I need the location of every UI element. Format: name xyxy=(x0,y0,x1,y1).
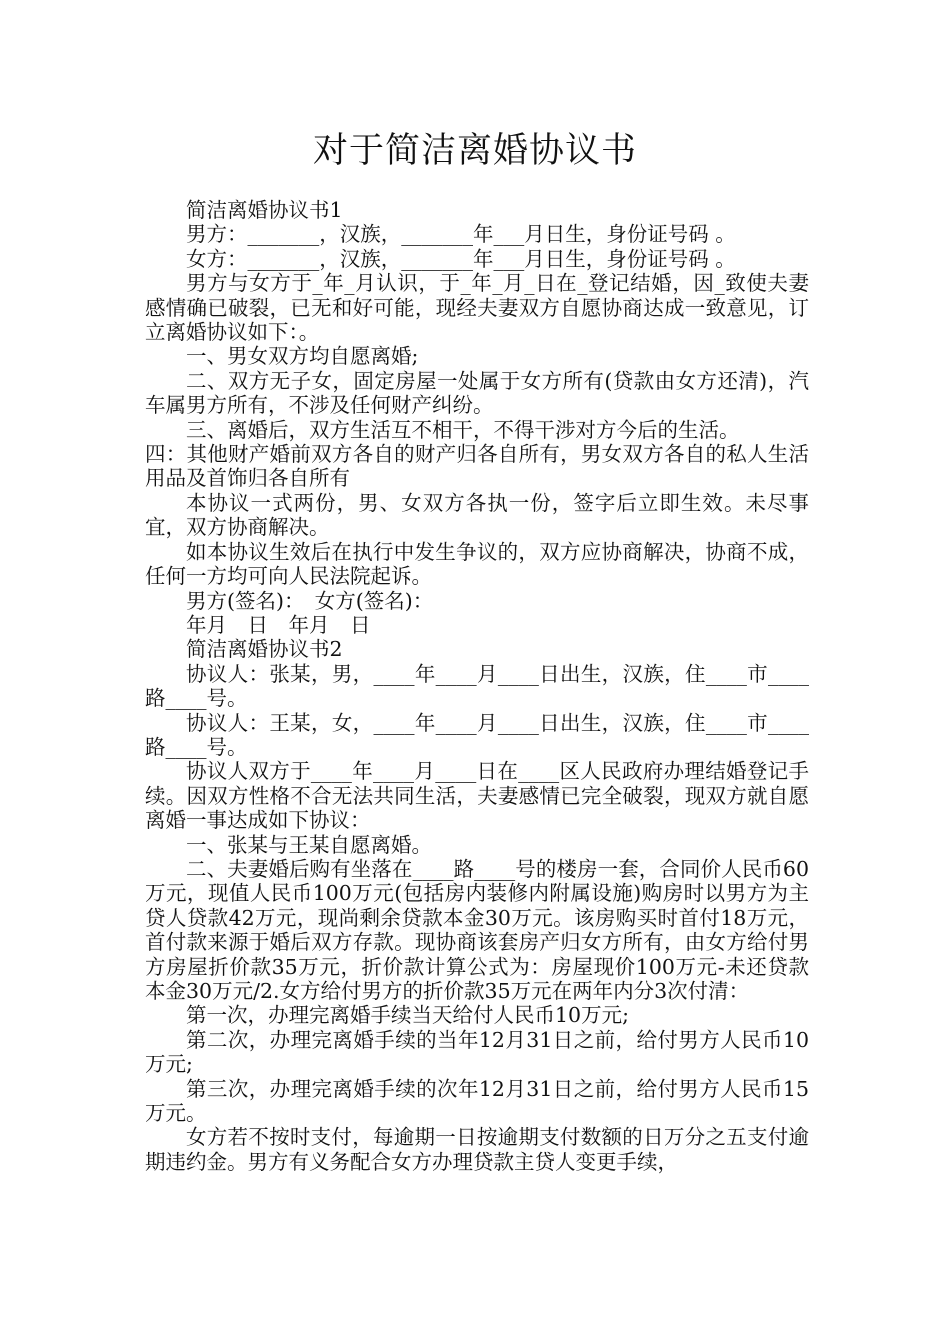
clause-3: 三、离婚后，双方生活互不相干，不得干涉对方今后的生活。 xyxy=(186,417,740,442)
section-heading-1: 简洁离婚协议书1 xyxy=(186,198,343,222)
payment-3: 第三次，办理完离婚手续的次年12月31日之前，给付男方人民币15万元。 xyxy=(145,1076,809,1126)
male-party-line: 男方：_______，汉族，_______年___月日生，身份证号码 。 xyxy=(186,222,736,247)
payment-1: 第一次，办理完离婚手续当天给付人民币10万元; xyxy=(186,1003,629,1028)
document-body xyxy=(145,198,809,1174)
document-title: 对于简洁离婚协议书 xyxy=(312,131,637,171)
section-heading-2: 简洁离婚协议书2 xyxy=(186,637,343,662)
date-line: 年月 日 年月 日 xyxy=(186,612,371,637)
clause-2-1: 一、张某与王某自愿离婚。 xyxy=(186,832,432,857)
signature-line: 男方(签名)： 女方(签名)： xyxy=(186,588,434,613)
clause-2-2: 二、夫妻婚后购有坐落在____路____号的楼房一套，合同价人民币60万元，现值人民币100万元(包括房内装修内附属设施)购房时以男方为主贷人贷款42万元，现尚剩余贷款本金30万元。该房购买时首付18万元，首付款来源于婚后双方存款。现协商该套房产归女方所有，由女方给付男方房屋折价款35万元，折价款计算公式为：房屋现价100万元-未还贷款本金30万元/2.女方给付男方的折价款35万元在两年内分3次付清： xyxy=(145,856,809,1003)
female-party-line: 女方：_______，汉族，_______年___月日生，身份证号码 。 xyxy=(186,246,736,271)
clause-4: 四：其他财产婚前双方各自的财产归各自所有，男女双方各自的私人生活用品及首饰归各自所有 xyxy=(145,442,809,491)
payment-2: 第二次，办理完离婚手续的当年12月31日之前，给付男方人民币10万元; xyxy=(145,1027,809,1077)
registration-paragraph: 协议人双方于____年____月____日在____区人民政府办理结婚登记手续。因双方性格不合无法共同生活，夫妻感情已完全破裂，现双方就自愿离婚一事达成如下协议： xyxy=(145,759,809,833)
marriage-background-paragraph: 男方与女方于_年_月认识，于_年_月_日在_登记结婚，因_致使夫妻感情确已破裂，已无和好可能，现经夫妻双方自愿协商达成一致意见，订立离婚协议如下：。 xyxy=(145,271,809,345)
effectiveness-paragraph: 本协议一式两份，男、女双方各执一份，签字后立即生效。未尽事宜，双方协商解决。 xyxy=(145,490,809,540)
party-a-paragraph: 协议人：张某，男，____年____月____日出生，汉族，住____市____路____号。 xyxy=(145,661,809,711)
late-payment-paragraph: 女方若不按时支付，每逾期一日按逾期支付数额的日万分之五支付逾期违约金。男方有义务配合女方办理贷款主贷人变更手续， xyxy=(145,1125,809,1174)
clause-1: 一、男女双方均自愿离婚; xyxy=(186,344,419,369)
party-b-paragraph: 协议人：王某，女，____年____月____日出生，汉族，住____市____路____号。 xyxy=(145,710,809,759)
clause-2: 二、双方无子女，固定房屋一处属于女方所有(贷款由女方还清)，汽车属男方所有，不涉及任何财产纠纷。 xyxy=(145,368,809,418)
dispute-paragraph: 如本协议生效后在执行中发生争议的，双方应协商解决，协商不成，任何一方均可向人民法院起诉。 xyxy=(145,539,809,589)
